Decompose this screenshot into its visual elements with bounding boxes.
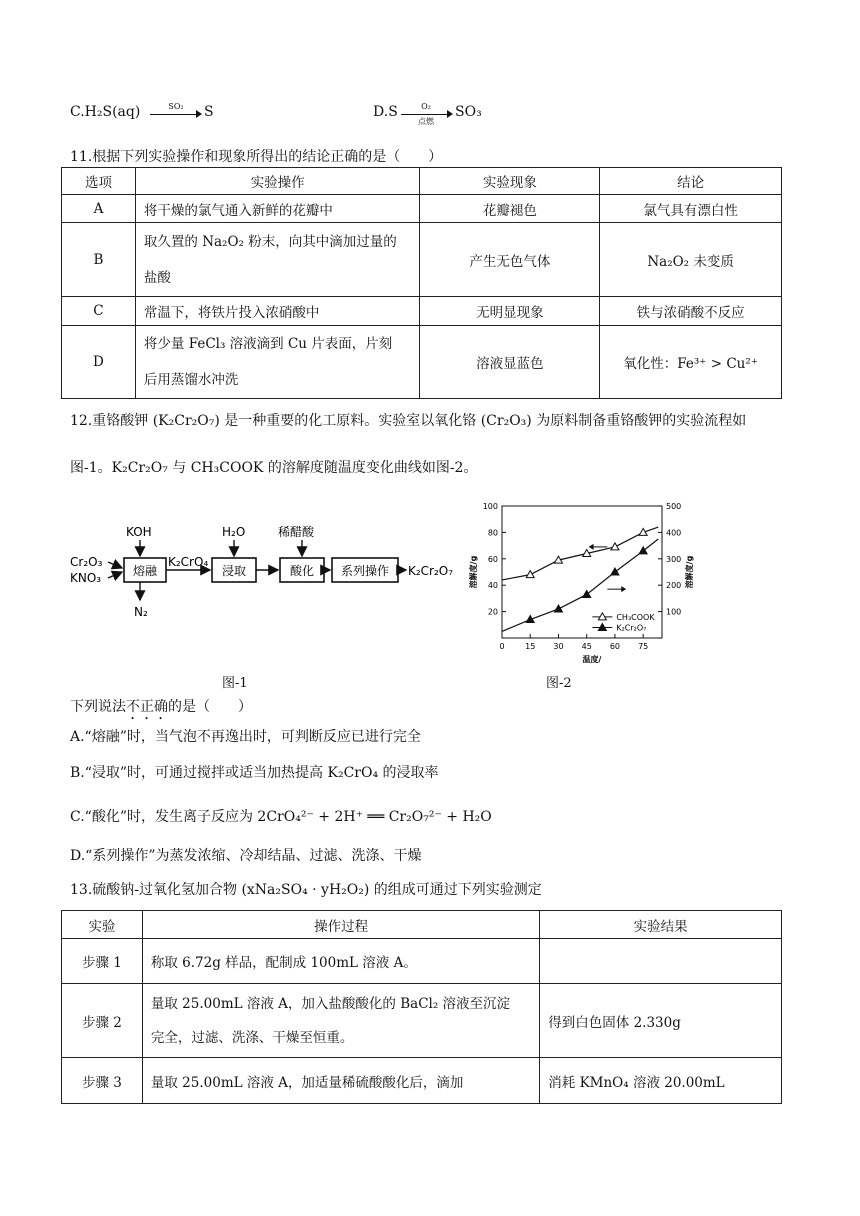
operation-line: 将少量 FeCl₃ 溶液滴到 Cu 片表面，片刻 [143, 336, 393, 352]
process-flow-diagram [68, 520, 468, 620]
q12-prompt [70, 696, 252, 723]
x-tick-label: 75 [638, 642, 649, 651]
right-axis-indicator-arrowhead [621, 586, 626, 592]
left-axis-indicator-arrowhead [589, 544, 594, 550]
q11-stem: 11.根据下列实验操作和现象所得出的结论正确的是（ ） [70, 149, 443, 165]
solubility-chart [462, 496, 712, 668]
q10-c-left: H₂S(aq) [84, 104, 141, 120]
option-cell: A [62, 195, 136, 223]
box-melt-label: 熔融 [132, 564, 158, 578]
n2-label: N₂ [134, 605, 148, 619]
table-row [62, 984, 782, 1058]
y-right-tick-label: 500 [666, 502, 682, 511]
q10-option-c [70, 104, 140, 120]
phenomenon-cell: 无明显现象 [420, 297, 600, 326]
data-point-k2cr2o7 [611, 568, 619, 575]
y-left-axis-label: 溶解度/g [469, 555, 478, 589]
x-tick-label: 15 [525, 642, 536, 651]
x-tick-label: 30 [553, 642, 564, 651]
q10-d-right: SO₃ [455, 104, 482, 120]
y-right-axis-label: 溶解度/g [685, 555, 694, 589]
q10-c-arrow [150, 114, 198, 115]
q10-c-right: S [204, 104, 214, 120]
conclusion-cell: 氧化性：Fe³⁺ > Cu²⁺ [600, 326, 782, 399]
x-tick-label: 60 [609, 642, 621, 651]
operation-line: 后用蒸馏水冲洗 [143, 372, 239, 388]
q11-header: 实验现象 [420, 168, 600, 195]
table-row [62, 1058, 782, 1104]
result-cell: 得到白色固体 2.330g [540, 984, 782, 1058]
box-acidify-label: 酸化 [289, 564, 315, 578]
table-row [62, 297, 782, 326]
product-label: K₂Cr₂O₇ [408, 564, 454, 578]
step-cell: 步骤 2 [62, 984, 143, 1058]
q13-table [61, 910, 782, 1104]
y-left-tick-label: 20 [487, 607, 498, 617]
step-cell: 步骤 3 [62, 1058, 143, 1104]
q12-option-c: C.“酸化”时，发生离子反应为 2CrO₄²⁻ + 2H⁺ ══ Cr₂O₇²⁻ + H₂O [70, 809, 492, 825]
q13-header: 实验 [62, 911, 143, 939]
q11-header: 结论 [600, 168, 782, 195]
q13-header: 操作过程 [142, 911, 539, 939]
operation-cell [135, 223, 420, 297]
q10-d-cond-bottom: 点燃 [418, 117, 434, 126]
box-series-ops-label: 系列操作 [340, 564, 390, 578]
q11-header: 选项 [62, 168, 136, 195]
input-kno3: KNO₃ [70, 571, 102, 585]
q13-header: 实验结果 [540, 911, 782, 939]
q10-d-cond-top: O₂ [421, 102, 431, 111]
legend-label-k2cr2o7: K₂Cr₂O₇ [616, 623, 647, 633]
y-right-tick-label: 200 [666, 581, 682, 591]
option-cell: B [62, 223, 136, 297]
q12-option-b: B.“浸取”时，可通过搅拌或适当加热提高 K₂CrO₄ 的浸取率 [70, 765, 439, 781]
input-cr2o3: Cr₂O₃ [70, 555, 103, 569]
operation-cell [135, 326, 420, 399]
q13-stem: 13.硫酸钠-过氧化氢加合物 (xNa₂SO₄ · yH₂O₂) 的组成可通过下列实验测定 [70, 882, 542, 898]
operation-cell: 将干燥的氯气通入新鲜的花瓣中 [135, 195, 420, 223]
q10-option-d [373, 104, 398, 120]
conclusion-cell: Na₂O₂ 未变质 [600, 223, 782, 297]
q12-prompt-emphasis: 不正确 [126, 699, 168, 715]
q12-option-a: A.“熔融”时，当气泡不再逸出时，可判断反应已进行完全 [70, 729, 421, 745]
q12-stem-line1: 12.重铬酸钾 (K₂Cr₂O₇) 是一种重要的化工原料。实验室以氧化铬 (Cr₂O₃) 为原料制备重铬酸钾的实验流程如 [70, 413, 747, 429]
legend-label-ch3cook: CH₃COOK [616, 612, 655, 622]
table-row [62, 195, 782, 223]
operation-cell: 常温下，将铁片投入浓硝酸中 [135, 297, 420, 326]
operation-line: 取久置的 Na₂O₂ 粉末，向其中滴加过量的 [143, 233, 397, 250]
data-point-ch3cook [611, 543, 619, 550]
y-left-tick-label: 80 [487, 528, 498, 538]
q10-c-arrowhead [196, 110, 202, 118]
phenomenon-cell: 溶液显蓝色 [420, 326, 600, 399]
q12-prompt-post: 的是（ ） [168, 699, 252, 715]
option-cell: C [62, 297, 136, 326]
y-left-tick-label: 40 [487, 581, 498, 591]
q10-d-arrow [401, 114, 449, 115]
conclusion-cell: 铁与浓硝酸不反应 [600, 297, 782, 326]
q11-table [61, 167, 782, 399]
operation-cell [142, 984, 539, 1058]
q11-header-row [62, 168, 782, 195]
q11-header: 实验操作 [135, 168, 420, 195]
h2o-label: H₂O [222, 525, 246, 539]
q10-c-label: C. [70, 104, 85, 120]
acid-label: 稀醋酸 [278, 525, 315, 539]
fig1-caption: 图-1 [222, 676, 248, 691]
series-line-ch3cook [502, 527, 658, 580]
q10-c-condition: SO₂ [168, 102, 184, 111]
data-point-k2cr2o7 [554, 605, 562, 612]
x-tick-label: 0 [499, 642, 505, 651]
operation-cell: 量取 25.00mL 溶液 A，加适量稀硫酸酸化后，滴加 [142, 1058, 539, 1104]
table-row [62, 939, 782, 984]
data-point-ch3cook [526, 571, 534, 578]
conclusion-cell: 氯气具有漂白性 [600, 195, 782, 223]
phenomenon-cell: 产生无色气体 [420, 223, 600, 297]
box-leach-label: 浸取 [221, 564, 247, 578]
operation-line: 盐酸 [143, 269, 171, 286]
table-row [62, 223, 782, 297]
result-cell [540, 939, 782, 984]
result-cell: 消耗 KMnO₄ 溶液 20.00mL [540, 1058, 782, 1104]
q13-header-row [62, 911, 782, 939]
phenomenon-cell: 花瓣褪色 [420, 195, 600, 223]
table-row [62, 326, 782, 399]
y-right-tick-label: 300 [666, 554, 682, 564]
koh-label: KOH [126, 525, 152, 539]
y-right-tick-label: 400 [666, 528, 682, 538]
y-left-tick-label: 60 [487, 554, 498, 564]
q10-d-label: D. [373, 104, 389, 120]
step-cell: 步骤 1 [62, 939, 143, 984]
y-left-tick-label: 100 [482, 502, 498, 511]
x-tick-label: 45 [581, 642, 592, 651]
q12-option-d: D.“系列操作”为蒸发浓缩、冷却结晶、过滤、洗涤、干燥 [70, 848, 422, 864]
fig2-caption: 图-2 [546, 676, 572, 691]
y-right-tick-label: 100 [666, 607, 682, 617]
q12-stem-line2: 图-1。K₂Cr₂O₇ 与 CH₃COOK 的溶解度随温度变化曲线如图-2。 [70, 460, 478, 476]
q10-d-left: S [388, 104, 398, 120]
k2cro4-label: K₂CrO₄ [168, 555, 209, 569]
operation-line: 量取 25.00mL 溶液 A，加入盐酸酸化的 BaCl₂ 溶液至沉淀 [150, 995, 511, 1012]
operation-line: 完全，过滤、洗涤、干燥至恒重。 [150, 1029, 354, 1046]
x-axis-label: 温度/ [582, 655, 602, 664]
operation-cell: 称取 6.72g 样品，配制成 100mL 溶液 A。 [142, 939, 539, 984]
q12-prompt-pre: 下列说法 [70, 699, 126, 715]
option-cell: D [62, 326, 136, 399]
